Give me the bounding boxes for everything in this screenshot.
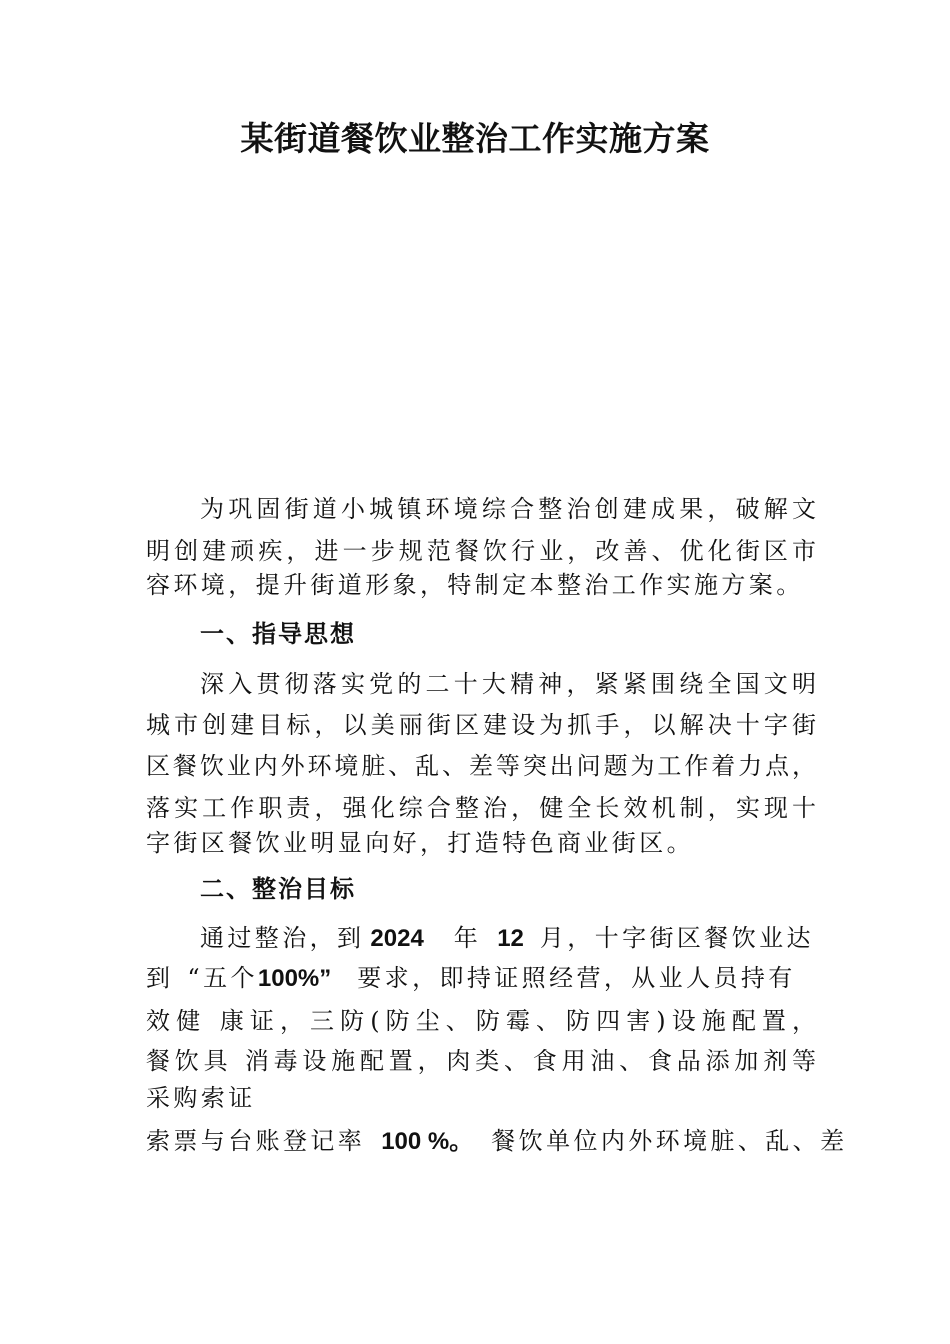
section2-line-5: 采购索证 <box>146 1084 256 1112</box>
five-100-quote: “五个 <box>187 964 258 992</box>
target-month: 12 <box>497 925 524 952</box>
section2-line-1-text-b: 年 <box>453 924 482 952</box>
section2-line-3: 效健 康证，三防(防尘、防霉、防四害)设施配置， <box>146 1007 816 1035</box>
intro-line-2: 明创建顽疾，进一步规范餐饮行业，改善、优化街区市 <box>146 537 816 565</box>
document-title: 某街道餐饮业整治工作实施方案 <box>240 119 710 158</box>
section1-line-4: 落实工作职责，强化综合整治，健全长效机制，实现十 <box>146 794 816 822</box>
section-heading-goals: 二、整治目标 <box>200 875 356 903</box>
section2-line-2-text-b: 要求，即持证照经营，从业人员持有 <box>357 964 796 992</box>
section2-line-2 <box>146 958 816 998</box>
section1-line-1: 深入贯彻落实党的二十大精神，紧紧围绕全国文明 <box>200 670 816 698</box>
section1-line-2: 城市创建目标，以美丽街区建设为抓手，以解决十字街 <box>146 711 816 739</box>
section2-line-1-text-c: 月，十字街区餐饮业达 <box>539 924 814 952</box>
five-100-percent: 100%” <box>257 965 332 992</box>
section1-line-3: 区餐饮业内外环境脏、乱、差等突出问题为工作着力点， <box>146 752 816 780</box>
intro-line-3: 容环境，提升街道形象，特制定本整治工作实施方案。 <box>146 571 804 599</box>
section2-line-2-text-a: 到 <box>146 964 174 992</box>
registration-rate: 100 %。 <box>381 1128 474 1155</box>
intro-line-1: 为巩固街道小城镇环境综合整治创建成果，破解文 <box>200 495 816 523</box>
section2-line-6 <box>146 1121 848 1161</box>
target-year: 2024 <box>370 925 424 952</box>
section2-line-4: 餐饮具 消毒设施配置，肉类、食用油、食品添加剂等 <box>146 1047 816 1075</box>
section2-line-1 <box>200 918 816 958</box>
section1-line-5: 字街区餐饮业明显向好，打造特色商业街区。 <box>146 829 694 857</box>
section2-line-1-text-a: 通过整治，到 <box>200 924 365 952</box>
section-heading-guiding-ideology: 一、指导思想 <box>200 620 356 648</box>
section2-line-6-text-a: 索票与台账登记率 <box>146 1127 366 1155</box>
section2-line-6-text-b: 餐饮单位内外环境脏、乱、差 <box>491 1127 848 1155</box>
